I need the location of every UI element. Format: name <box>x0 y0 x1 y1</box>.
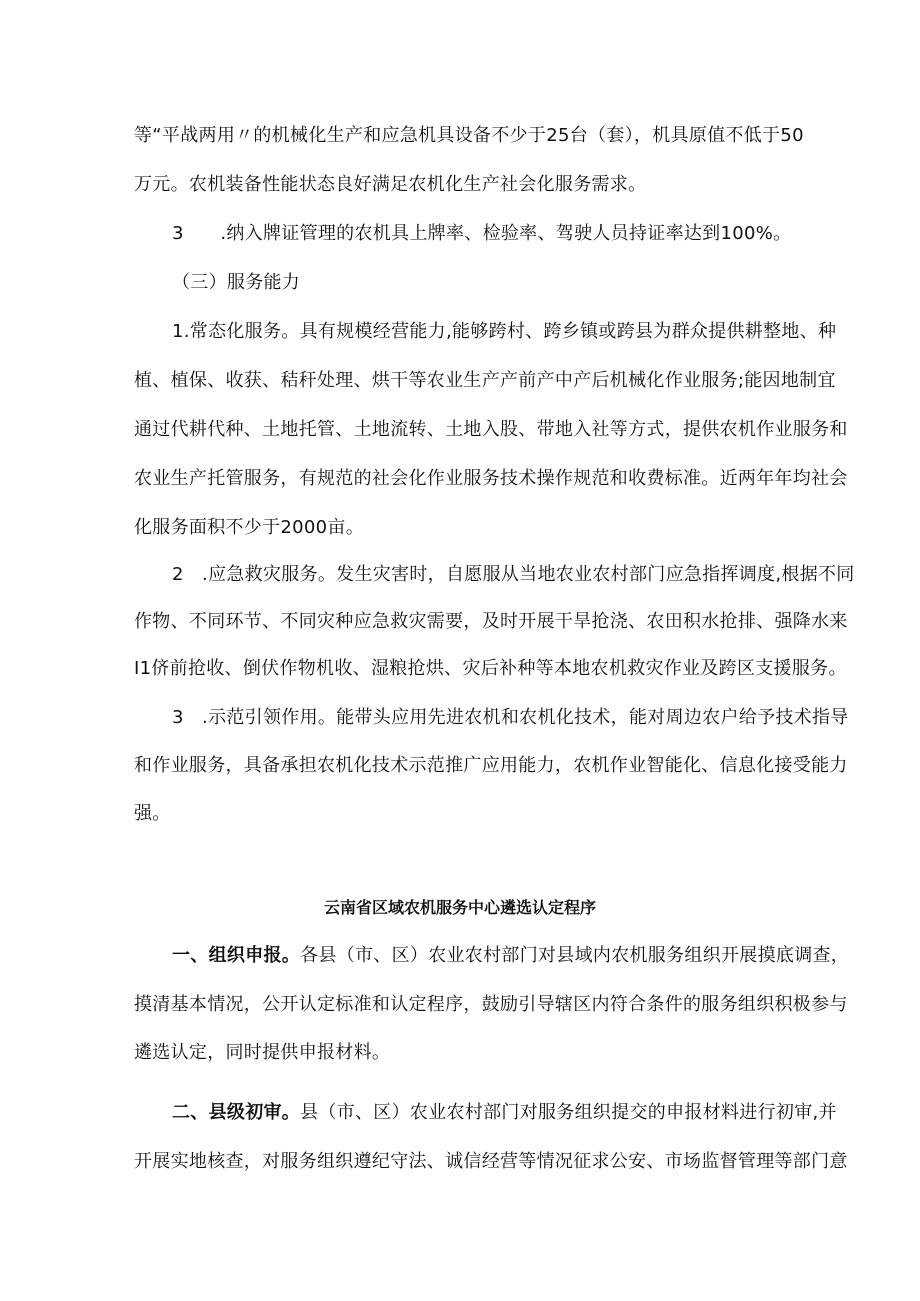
step-1-text: 各县（市、区）农业农村部门对县域内农机服务组织开展摸底调查， <box>300 945 850 966</box>
paragraph-line: 2 .应急救灾服务。发生灾害时，自愿服从当地农业农村部门应急指挥调度,根据不同 <box>172 564 855 585</box>
section-title: 云南省区域农机服务中心遴选认定程序 <box>323 898 596 917</box>
paragraph-line: 摸清基本情况，公开认定标准和认定程序，鼓励引导辖区内符合条件的服务组织积极参与 <box>134 994 848 1015</box>
paragraph-line: 开展实地核查，对服务组织遵纪守法、诚信经营等情况征求公安、市场监督管理等部门意 <box>134 1151 848 1172</box>
paragraph-line: 化服务面积不少于2000亩。 <box>134 517 365 538</box>
subsection-heading: （三）服务能力 <box>172 272 301 293</box>
paragraph-line: 农业生产托管服务，有规范的社会化作业服务技术操作规范和收费标准。近两年年均社会 <box>134 468 848 489</box>
paragraph-line: 1.常态化服务。具有规模经营能力,能够跨村、跨乡镇或跨县为群众提供耕整地、种 <box>172 321 837 342</box>
paragraph-line: 等“平战两用〃的机械化生产和应急机具设备不少于25台（套），机具原值不低于50 <box>134 125 804 146</box>
step-2-text: 县（市、区）农业农村部门对服务组织提交的申报材料进行初审,并 <box>300 1102 837 1123</box>
step-2-line <box>172 1101 837 1125</box>
paragraph-line: 强。 <box>134 803 171 824</box>
paragraph-line: 3 .示范引领作用。能带头应用先进农机和农机化技术，能对周边农户给予技术指导 <box>172 707 849 728</box>
paragraph-line: 和作业服务，具备承担农机化技术示范推广应用能力，农机作业智能化、信息化接受能力 <box>134 755 848 776</box>
paragraph-line: I1侪前抢收、倒伏作物机收、湿粮抢烘、灾后补种等本地农机救灾作业及跨区支援服务。 <box>134 658 847 679</box>
paragraph-line: 万元。农机装备性能状态良好满足农机化生产社会化服务需求。 <box>134 174 647 195</box>
paragraph-line: 通过代耕代种、土地托管、土地流转、土地入股、带地入社等方式，提供农机作业服务和 <box>134 419 848 440</box>
step-1-line <box>172 944 849 968</box>
paragraph-line: 3 .纳入牌证管理的农机具上牌率、检验率、驾驶人员持证率达到100%。 <box>172 223 792 244</box>
paragraph-line: 遴选认定，同时提供申报材料。 <box>134 1042 391 1063</box>
paragraph-line: 作物、不同环节、不同灾种应急救灾需要，及时开展干旱抢浇、农田积水抢排、强降水来 <box>134 611 848 632</box>
paragraph-line: 植、植保、收获、秸秆处理、烘干等农业生产产前产中产后机械化作业服务;能因地制宜 <box>134 370 836 391</box>
step-1-label: 一、组织申报。 <box>172 945 301 966</box>
step-2-label: 二、县级初审。 <box>172 1102 301 1123</box>
